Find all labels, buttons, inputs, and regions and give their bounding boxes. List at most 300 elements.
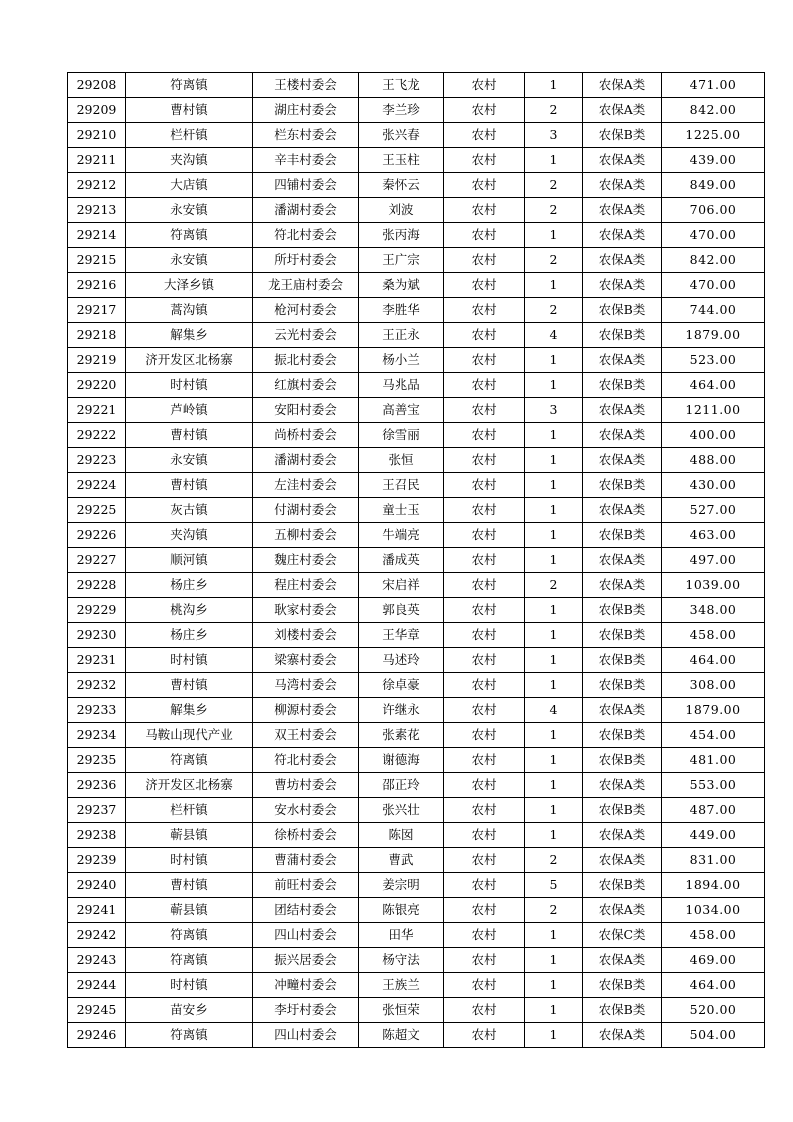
category-cell: 农保A类 <box>583 548 662 573</box>
town-cell: 栏杆镇 <box>126 123 253 148</box>
table-row <box>68 273 765 298</box>
name-cell: 杨小兰 <box>359 348 444 373</box>
area-type-cell: 农村 <box>444 123 525 148</box>
table-row <box>68 548 765 573</box>
area-type-cell: 农村 <box>444 848 525 873</box>
village-committee-cell: 湖庄村委会 <box>253 98 359 123</box>
area-type-cell: 农村 <box>444 398 525 423</box>
area-type-cell: 农村 <box>444 1023 525 1048</box>
amount-cell: 831.00 <box>662 848 765 873</box>
record-id-cell: 29211 <box>68 148 126 173</box>
category-cell: 农保A类 <box>583 248 662 273</box>
category-cell: 农保B类 <box>583 798 662 823</box>
name-cell: 杨守法 <box>359 948 444 973</box>
village-committee-cell: 四山村委会 <box>253 923 359 948</box>
village-committee-cell: 曹蒲村委会 <box>253 848 359 873</box>
name-cell: 秦怀云 <box>359 173 444 198</box>
village-committee-cell: 四铺村委会 <box>253 173 359 198</box>
village-committee-cell: 耿家村委会 <box>253 598 359 623</box>
area-type-cell: 农村 <box>444 773 525 798</box>
village-committee-cell: 程庄村委会 <box>253 573 359 598</box>
village-committee-cell: 冲疃村委会 <box>253 973 359 998</box>
town-cell: 曹村镇 <box>126 873 253 898</box>
household-count-cell: 1 <box>525 998 583 1023</box>
table-row <box>68 1023 765 1048</box>
amount-cell: 464.00 <box>662 973 765 998</box>
household-count-cell: 1 <box>525 598 583 623</box>
name-cell: 张素花 <box>359 723 444 748</box>
name-cell: 李兰珍 <box>359 98 444 123</box>
village-committee-cell: 柳源村委会 <box>253 698 359 723</box>
category-cell: 农保B类 <box>583 523 662 548</box>
table-row <box>68 798 765 823</box>
record-id-cell: 29246 <box>68 1023 126 1048</box>
record-id-cell: 29209 <box>68 98 126 123</box>
name-cell: 郭良英 <box>359 598 444 623</box>
amount-cell: 497.00 <box>662 548 765 573</box>
amount-cell: 449.00 <box>662 823 765 848</box>
table-row <box>68 598 765 623</box>
village-committee-cell: 枪河村委会 <box>253 298 359 323</box>
name-cell: 马兆品 <box>359 373 444 398</box>
household-count-cell: 1 <box>525 823 583 848</box>
area-type-cell: 农村 <box>444 423 525 448</box>
record-id-cell: 29225 <box>68 498 126 523</box>
category-cell: 农保A类 <box>583 773 662 798</box>
town-cell: 曹村镇 <box>126 98 253 123</box>
amount-cell: 439.00 <box>662 148 765 173</box>
category-cell: 农保B类 <box>583 973 662 998</box>
record-id-cell: 29216 <box>68 273 126 298</box>
relief-records-table <box>67 72 765 1048</box>
town-cell: 时村镇 <box>126 973 253 998</box>
town-cell: 灰古镇 <box>126 498 253 523</box>
area-type-cell: 农村 <box>444 923 525 948</box>
household-count-cell: 3 <box>525 123 583 148</box>
category-cell: 农保B类 <box>583 723 662 748</box>
record-id-cell: 29228 <box>68 573 126 598</box>
area-type-cell: 农村 <box>444 448 525 473</box>
amount-cell: 849.00 <box>662 173 765 198</box>
record-id-cell: 29236 <box>68 773 126 798</box>
record-id-cell: 29242 <box>68 923 126 948</box>
amount-cell: 520.00 <box>662 998 765 1023</box>
table-row <box>68 123 765 148</box>
village-committee-cell: 魏庄村委会 <box>253 548 359 573</box>
record-id-cell: 29222 <box>68 423 126 448</box>
table-row <box>68 423 765 448</box>
area-type-cell: 农村 <box>444 548 525 573</box>
household-count-cell: 1 <box>525 423 583 448</box>
table-row <box>68 923 765 948</box>
area-type-cell: 农村 <box>444 148 525 173</box>
name-cell: 许继永 <box>359 698 444 723</box>
area-type-cell: 农村 <box>444 998 525 1023</box>
area-type-cell: 农村 <box>444 698 525 723</box>
table-row <box>68 498 765 523</box>
table-row <box>68 148 765 173</box>
amount-cell: 1034.00 <box>662 898 765 923</box>
category-cell: 农保A类 <box>583 448 662 473</box>
town-cell: 苗安乡 <box>126 998 253 1023</box>
village-committee-cell: 所圩村委会 <box>253 248 359 273</box>
town-cell: 曹村镇 <box>126 473 253 498</box>
household-count-cell: 1 <box>525 948 583 973</box>
category-cell: 农保A类 <box>583 173 662 198</box>
village-committee-cell: 王楼村委会 <box>253 73 359 98</box>
area-type-cell: 农村 <box>444 248 525 273</box>
record-id-cell: 29212 <box>68 173 126 198</box>
village-committee-cell: 双王村委会 <box>253 723 359 748</box>
household-count-cell: 1 <box>525 648 583 673</box>
record-id-cell: 29215 <box>68 248 126 273</box>
town-cell: 符离镇 <box>126 923 253 948</box>
record-id-cell: 29233 <box>68 698 126 723</box>
area-type-cell: 农村 <box>444 973 525 998</box>
town-cell: 符离镇 <box>126 223 253 248</box>
category-cell: 农保B类 <box>583 123 662 148</box>
name-cell: 陈银亮 <box>359 898 444 923</box>
amount-cell: 348.00 <box>662 598 765 623</box>
village-committee-cell: 符北村委会 <box>253 223 359 248</box>
amount-cell: 1211.00 <box>662 398 765 423</box>
town-cell: 永安镇 <box>126 198 253 223</box>
amount-cell: 706.00 <box>662 198 765 223</box>
record-id-cell: 29226 <box>68 523 126 548</box>
table-row <box>68 698 765 723</box>
record-id-cell: 29217 <box>68 298 126 323</box>
household-count-cell: 1 <box>525 448 583 473</box>
table-row <box>68 323 765 348</box>
town-cell: 济开发区北杨寨 <box>126 773 253 798</box>
area-type-cell: 农村 <box>444 373 525 398</box>
amount-cell: 527.00 <box>662 498 765 523</box>
town-cell: 杨庄乡 <box>126 623 253 648</box>
table-body <box>68 73 765 1048</box>
record-id-cell: 29224 <box>68 473 126 498</box>
area-type-cell: 农村 <box>444 673 525 698</box>
record-id-cell: 29221 <box>68 398 126 423</box>
town-cell: 芦岭镇 <box>126 398 253 423</box>
category-cell: 农保A类 <box>583 948 662 973</box>
table-row <box>68 673 765 698</box>
household-count-cell: 1 <box>525 673 583 698</box>
name-cell: 邵正玲 <box>359 773 444 798</box>
town-cell: 马鞍山现代产业 <box>126 723 253 748</box>
village-committee-cell: 付湖村委会 <box>253 498 359 523</box>
household-count-cell: 1 <box>525 148 583 173</box>
name-cell: 张丙海 <box>359 223 444 248</box>
amount-cell: 487.00 <box>662 798 765 823</box>
amount-cell: 471.00 <box>662 73 765 98</box>
name-cell: 高善宝 <box>359 398 444 423</box>
household-count-cell: 1 <box>525 798 583 823</box>
area-type-cell: 农村 <box>444 298 525 323</box>
household-count-cell: 2 <box>525 173 583 198</box>
town-cell: 时村镇 <box>126 848 253 873</box>
table-row <box>68 398 765 423</box>
table-row <box>68 773 765 798</box>
table-row <box>68 948 765 973</box>
record-id-cell: 29208 <box>68 73 126 98</box>
household-count-cell: 2 <box>525 98 583 123</box>
category-cell: 农保B类 <box>583 673 662 698</box>
amount-cell: 1039.00 <box>662 573 765 598</box>
village-committee-cell: 栏东村委会 <box>253 123 359 148</box>
area-type-cell: 农村 <box>444 523 525 548</box>
village-committee-cell: 曹坊村委会 <box>253 773 359 798</box>
amount-cell: 308.00 <box>662 673 765 698</box>
village-committee-cell: 尚桥村委会 <box>253 423 359 448</box>
record-id-cell: 29213 <box>68 198 126 223</box>
category-cell: 农保A类 <box>583 273 662 298</box>
table-row <box>68 823 765 848</box>
amount-cell: 504.00 <box>662 1023 765 1048</box>
category-cell: 农保A类 <box>583 148 662 173</box>
name-cell: 王族兰 <box>359 973 444 998</box>
village-committee-cell: 云光村委会 <box>253 323 359 348</box>
name-cell: 陈囡 <box>359 823 444 848</box>
category-cell: 农保A类 <box>583 398 662 423</box>
table-row <box>68 523 765 548</box>
village-committee-cell: 五柳村委会 <box>253 523 359 548</box>
amount-cell: 470.00 <box>662 273 765 298</box>
village-committee-cell: 龙王庙村委会 <box>253 273 359 298</box>
category-cell: 农保B类 <box>583 748 662 773</box>
town-cell: 杨庄乡 <box>126 573 253 598</box>
record-id-cell: 29241 <box>68 898 126 923</box>
category-cell: 农保A类 <box>583 98 662 123</box>
village-committee-cell: 红旗村委会 <box>253 373 359 398</box>
household-count-cell: 1 <box>525 473 583 498</box>
record-id-cell: 29239 <box>68 848 126 873</box>
area-type-cell: 农村 <box>444 723 525 748</box>
category-cell: 农保B类 <box>583 598 662 623</box>
table-row <box>68 298 765 323</box>
town-cell: 解集乡 <box>126 698 253 723</box>
name-cell: 王飞龙 <box>359 73 444 98</box>
area-type-cell: 农村 <box>444 823 525 848</box>
table-row <box>68 73 765 98</box>
category-cell: 农保A类 <box>583 1023 662 1048</box>
name-cell: 曹武 <box>359 848 444 873</box>
record-id-cell: 29223 <box>68 448 126 473</box>
amount-cell: 744.00 <box>662 298 765 323</box>
category-cell: 农保A类 <box>583 823 662 848</box>
town-cell: 曹村镇 <box>126 673 253 698</box>
name-cell: 王正永 <box>359 323 444 348</box>
category-cell: 农保C类 <box>583 923 662 948</box>
name-cell: 张兴春 <box>359 123 444 148</box>
village-committee-cell: 徐桥村委会 <box>253 823 359 848</box>
amount-cell: 523.00 <box>662 348 765 373</box>
household-count-cell: 1 <box>525 723 583 748</box>
household-count-cell: 1 <box>525 73 583 98</box>
amount-cell: 842.00 <box>662 248 765 273</box>
record-id-cell: 29243 <box>68 948 126 973</box>
area-type-cell: 农村 <box>444 73 525 98</box>
table-row <box>68 373 765 398</box>
table-row <box>68 648 765 673</box>
town-cell: 大店镇 <box>126 173 253 198</box>
table-row <box>68 473 765 498</box>
amount-cell: 1879.00 <box>662 323 765 348</box>
record-id-cell: 29234 <box>68 723 126 748</box>
town-cell: 夹沟镇 <box>126 148 253 173</box>
amount-cell: 553.00 <box>662 773 765 798</box>
household-count-cell: 1 <box>525 348 583 373</box>
table-row <box>68 898 765 923</box>
category-cell: 农保A类 <box>583 73 662 98</box>
name-cell: 马述玲 <box>359 648 444 673</box>
amount-cell: 481.00 <box>662 748 765 773</box>
village-committee-cell: 振兴居委会 <box>253 948 359 973</box>
town-cell: 栏杆镇 <box>126 798 253 823</box>
household-count-cell: 1 <box>525 548 583 573</box>
category-cell: 农保B类 <box>583 323 662 348</box>
amount-cell: 400.00 <box>662 423 765 448</box>
village-committee-cell: 刘楼村委会 <box>253 623 359 648</box>
area-type-cell: 农村 <box>444 323 525 348</box>
area-type-cell: 农村 <box>444 498 525 523</box>
amount-cell: 463.00 <box>662 523 765 548</box>
village-committee-cell: 梁寨村委会 <box>253 648 359 673</box>
record-id-cell: 29210 <box>68 123 126 148</box>
category-cell: 农保B类 <box>583 623 662 648</box>
household-count-cell: 3 <box>525 398 583 423</box>
area-type-cell: 农村 <box>444 198 525 223</box>
table-row <box>68 723 765 748</box>
category-cell: 农保B类 <box>583 648 662 673</box>
household-count-cell: 1 <box>525 523 583 548</box>
household-count-cell: 2 <box>525 298 583 323</box>
name-cell: 张兴壮 <box>359 798 444 823</box>
household-count-cell: 1 <box>525 973 583 998</box>
amount-cell: 470.00 <box>662 223 765 248</box>
record-id-cell: 29231 <box>68 648 126 673</box>
category-cell: 农保A类 <box>583 698 662 723</box>
village-committee-cell: 潘湖村委会 <box>253 448 359 473</box>
area-type-cell: 农村 <box>444 223 525 248</box>
village-committee-cell: 马湾村委会 <box>253 673 359 698</box>
area-type-cell: 农村 <box>444 98 525 123</box>
name-cell: 宋启祥 <box>359 573 444 598</box>
name-cell: 童士玉 <box>359 498 444 523</box>
table-row <box>68 248 765 273</box>
amount-cell: 458.00 <box>662 623 765 648</box>
area-type-cell: 农村 <box>444 173 525 198</box>
household-count-cell: 1 <box>525 623 583 648</box>
name-cell: 陈超文 <box>359 1023 444 1048</box>
amount-cell: 1879.00 <box>662 698 765 723</box>
area-type-cell: 农村 <box>444 748 525 773</box>
household-count-cell: 2 <box>525 248 583 273</box>
town-cell: 顺河镇 <box>126 548 253 573</box>
category-cell: 农保A类 <box>583 498 662 523</box>
table-row <box>68 223 765 248</box>
amount-cell: 454.00 <box>662 723 765 748</box>
category-cell: 农保A类 <box>583 423 662 448</box>
category-cell: 农保B类 <box>583 473 662 498</box>
village-committee-cell: 李圩村委会 <box>253 998 359 1023</box>
household-count-cell: 1 <box>525 373 583 398</box>
area-type-cell: 农村 <box>444 598 525 623</box>
table-row <box>68 623 765 648</box>
household-count-cell: 2 <box>525 848 583 873</box>
category-cell: 农保A类 <box>583 848 662 873</box>
household-count-cell: 1 <box>525 273 583 298</box>
town-cell: 符离镇 <box>126 1023 253 1048</box>
table-row <box>68 973 765 998</box>
category-cell: 农保B类 <box>583 298 662 323</box>
town-cell: 解集乡 <box>126 323 253 348</box>
area-type-cell: 农村 <box>444 873 525 898</box>
amount-cell: 842.00 <box>662 98 765 123</box>
town-cell: 蒿沟镇 <box>126 298 253 323</box>
town-cell: 符离镇 <box>126 73 253 98</box>
name-cell: 张恒 <box>359 448 444 473</box>
record-id-cell: 29238 <box>68 823 126 848</box>
record-id-cell: 29227 <box>68 548 126 573</box>
area-type-cell: 农村 <box>444 473 525 498</box>
town-cell: 永安镇 <box>126 448 253 473</box>
record-id-cell: 29220 <box>68 373 126 398</box>
amount-cell: 1225.00 <box>662 123 765 148</box>
record-id-cell: 29218 <box>68 323 126 348</box>
area-type-cell: 农村 <box>444 348 525 373</box>
record-id-cell: 29232 <box>68 673 126 698</box>
name-cell: 谢德海 <box>359 748 444 773</box>
household-count-cell: 1 <box>525 498 583 523</box>
area-type-cell: 农村 <box>444 798 525 823</box>
town-cell: 蕲县镇 <box>126 823 253 848</box>
category-cell: 农保B类 <box>583 873 662 898</box>
name-cell: 牛端亮 <box>359 523 444 548</box>
area-type-cell: 农村 <box>444 648 525 673</box>
record-id-cell: 29229 <box>68 598 126 623</box>
name-cell: 王玉柱 <box>359 148 444 173</box>
village-committee-cell: 符北村委会 <box>253 748 359 773</box>
town-cell: 曹村镇 <box>126 423 253 448</box>
amount-cell: 464.00 <box>662 648 765 673</box>
area-type-cell: 农村 <box>444 573 525 598</box>
household-count-cell: 1 <box>525 1023 583 1048</box>
category-cell: 农保A类 <box>583 223 662 248</box>
record-id-cell: 29240 <box>68 873 126 898</box>
town-cell: 符离镇 <box>126 948 253 973</box>
area-type-cell: 农村 <box>444 898 525 923</box>
category-cell: 农保B类 <box>583 998 662 1023</box>
area-type-cell: 农村 <box>444 948 525 973</box>
record-id-cell: 29214 <box>68 223 126 248</box>
amount-cell: 488.00 <box>662 448 765 473</box>
household-count-cell: 1 <box>525 223 583 248</box>
name-cell: 田华 <box>359 923 444 948</box>
name-cell: 潘成英 <box>359 548 444 573</box>
record-id-cell: 29235 <box>68 748 126 773</box>
household-count-cell: 2 <box>525 573 583 598</box>
category-cell: 农保A类 <box>583 898 662 923</box>
amount-cell: 469.00 <box>662 948 765 973</box>
record-id-cell: 29219 <box>68 348 126 373</box>
town-cell: 夹沟镇 <box>126 523 253 548</box>
name-cell: 李胜华 <box>359 298 444 323</box>
amount-cell: 1894.00 <box>662 873 765 898</box>
town-cell: 时村镇 <box>126 648 253 673</box>
table-row <box>68 448 765 473</box>
table-row <box>68 348 765 373</box>
village-committee-cell: 潘湖村委会 <box>253 198 359 223</box>
